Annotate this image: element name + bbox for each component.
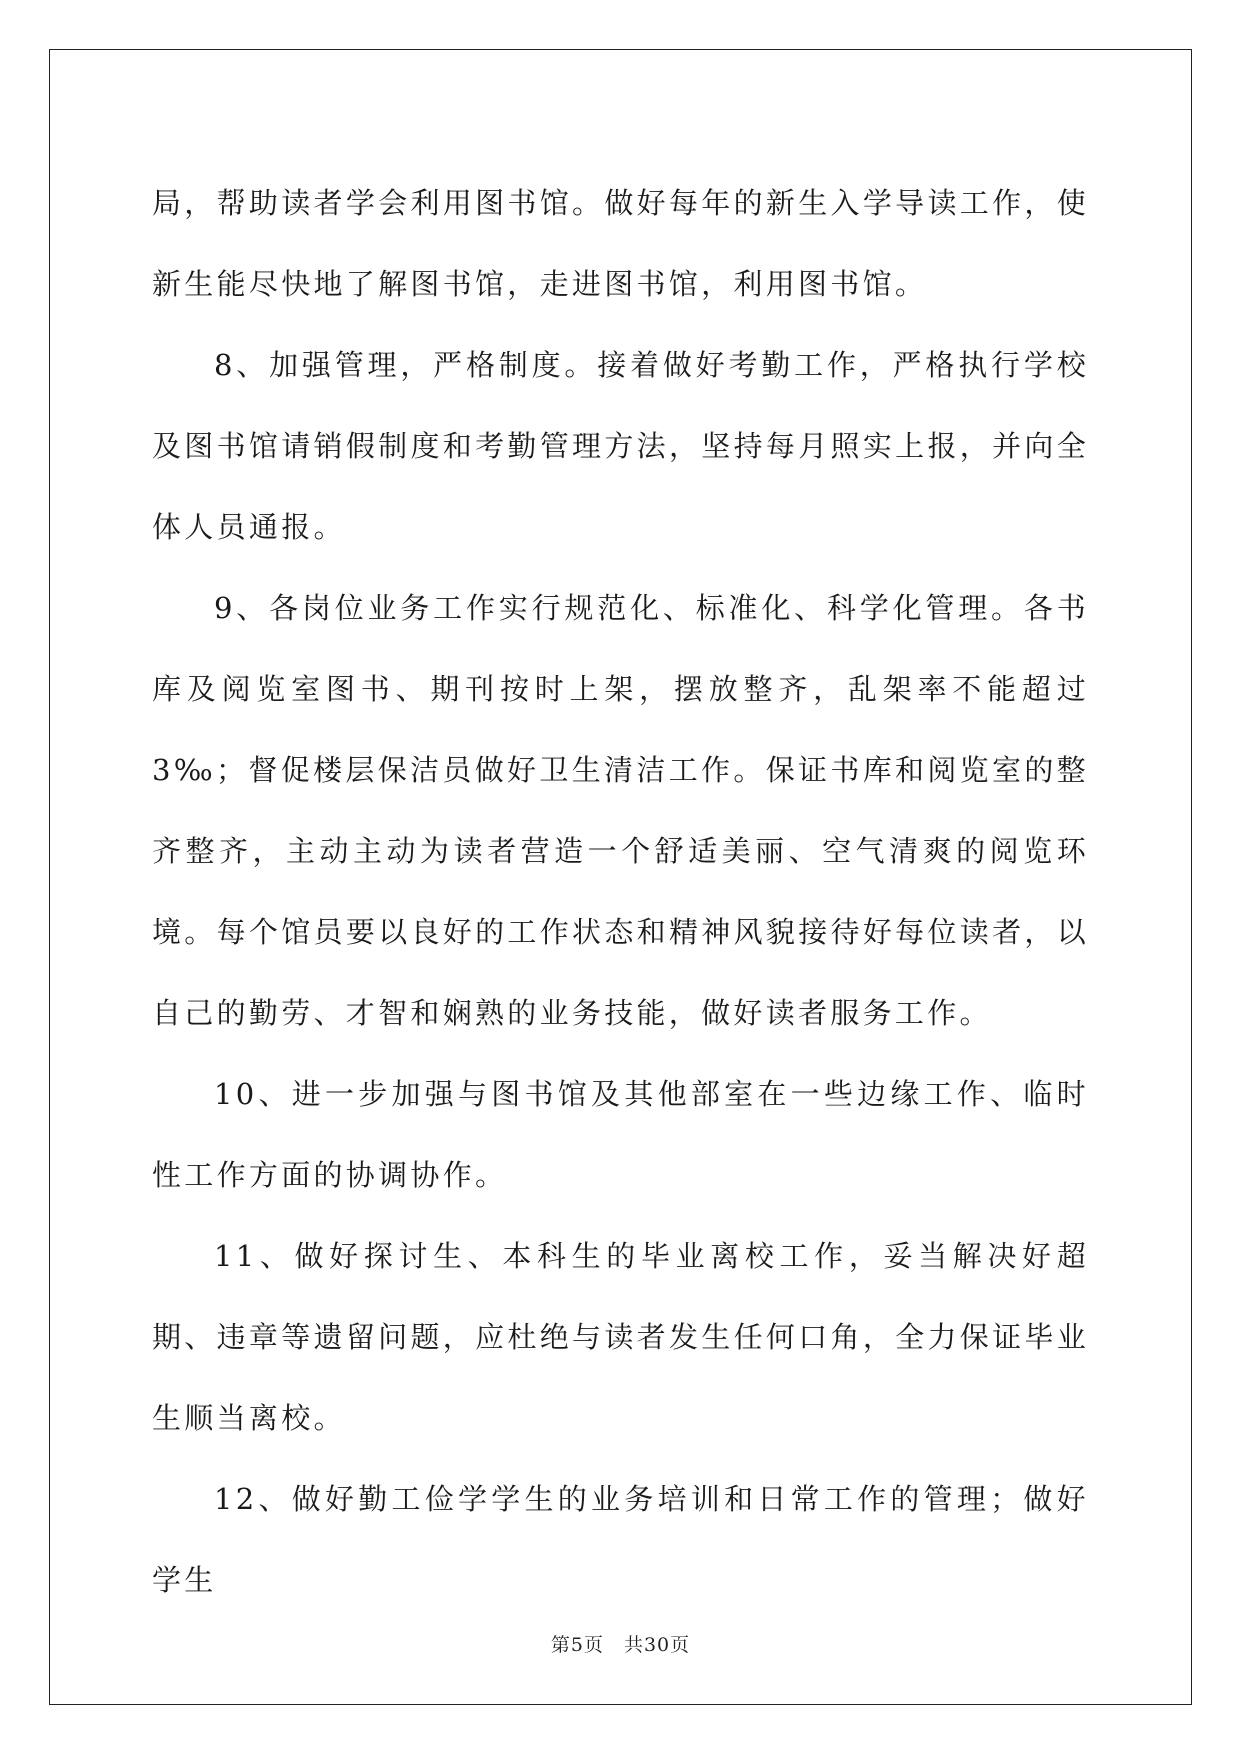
paragraph-continuation: 局，帮助读者学会利用图书馆。做好每年的新生入学导读工作，使新生能尽快地了解图书馆，走进图书馆，利用图书馆。 [152, 186, 1089, 301]
document-body [152, 163, 1089, 1621]
paragraph-item-8: 8、加强管理，严格制度。接着做好考勤工作，严格执行学校及图书馆请销假制度和考勤管理方法，坚持每月照实上报，并向全体人员通报。 [152, 348, 1089, 544]
paragraph-item-10: 10、进一步加强与图书馆及其他部室在一些边缘工作、临时性工作方面的协调协作。 [152, 1077, 1089, 1192]
paragraph-item-11: 11、做好探讨生、本科生的毕业离校工作，妥当解决好超期、违章等遗留问题，应杜绝与读者发生任何口角，全力保证毕业生顺当离校。 [152, 1239, 1089, 1435]
paragraph-item-9: 9、各岗位业务工作实行规范化、标准化、科学化管理。各书库及阅览室图书、期刊按时上架，摆放整齐，乱架率不能超过3‰；督促楼层保洁员做好卫生清洁工作。保证书库和阅览室的整齐整齐，主动主动为读者营造一个舒适美丽、空气清爽的阅览环境。每个馆员要以良好的工作状态和精神风貌接待好每位读者，以自己的勤劳、才智和娴熟的业务技能，做好读者服务工作。 [152, 591, 1089, 1030]
page-number-footer: 第5页 共30页 [550, 1634, 691, 1656]
paragraph-item-12: 12、做好勤工俭学学生的业务培训和日常工作的管理；做好学生 [152, 1482, 1089, 1597]
